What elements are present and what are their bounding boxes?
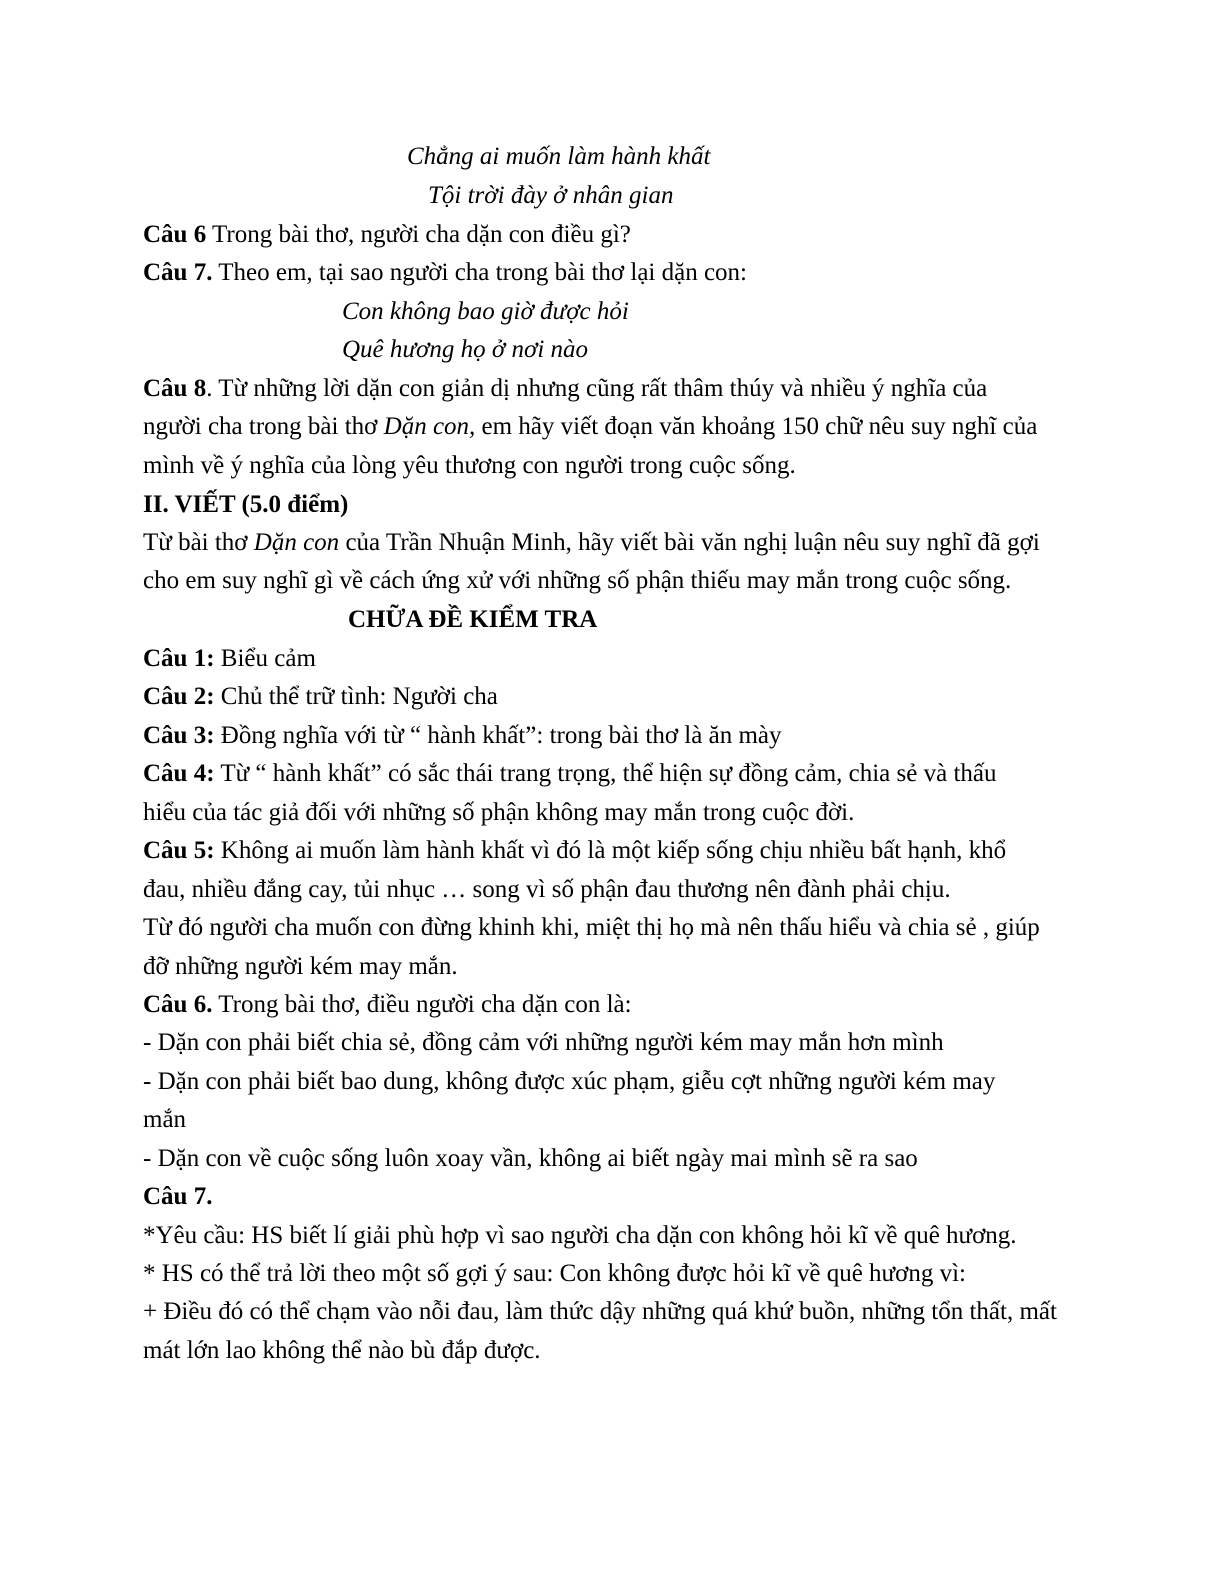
poem-line: Chẳng ai muốn làm hành khất <box>407 143 711 170</box>
question-label: Câu 7. <box>143 259 213 286</box>
answer-6 <box>143 986 632 1024</box>
question-text: em hãy viết đoạn văn khoảng 150 chữ nêu suy nghĩ của <box>475 413 1038 440</box>
poem-title: Dặn con <box>253 529 340 556</box>
answer-label: Câu 5: <box>143 837 215 864</box>
answer-label: Câu 1: <box>143 645 215 672</box>
answer-label: Câu 3: <box>143 722 215 749</box>
question-7 <box>143 254 747 292</box>
answer-text: Trong bài thơ, điều người cha dặn con là: <box>212 991 632 1018</box>
poem-line: Con không bao giờ được hỏi <box>342 298 629 325</box>
question-label: Câu 8 <box>143 375 207 402</box>
answer-5-line: đỡ những người kém may mắn. <box>143 953 458 980</box>
answer-text: Biểu cảm <box>214 645 316 672</box>
section-text-part: của Trần Nhuận Minh, hãy viết bài văn nghị luận nêu suy nghĩ đã gợi <box>339 529 1040 556</box>
answer-6-bullet: mắn <box>143 1106 187 1133</box>
answer-6-bullet: - Dặn con phải biết bao dung, không được xúc phạm, giễu cợt những người kém may <box>143 1068 996 1095</box>
question-text: người cha trong bài thơ <box>143 413 384 440</box>
answer-6-bullet: - Dặn con về cuộc sống luôn xoay vần, không ai biết ngày mai mình sẽ ra sao <box>143 1145 918 1172</box>
question-6 <box>143 216 631 254</box>
answer-4-line: hiểu của tác giả đối với những số phận không may mắn trong cuộc đời. <box>143 799 855 826</box>
question-text: Theo em, tại sao người cha trong bài thơ lại dặn con: <box>212 259 748 286</box>
answer-1 <box>143 640 316 678</box>
section-text <box>143 524 1040 562</box>
answer-7-line: *Yêu cầu: HS biết lí giải phù hợp vì sao người cha dặn con không hỏi kĩ về quê hương. <box>143 1222 1017 1249</box>
question-8-line: mình về ý nghĩa của lòng yêu thương con người trong cuộc sống. <box>143 452 796 479</box>
answer-3 <box>143 717 782 755</box>
answer-text: Đồng nghĩa với từ “ hành khất”: trong bài thơ là ăn mày <box>214 722 782 749</box>
answer-text: Từ “ hành khất” có sắc thái trang trọng, thể hiện sự đồng cảm, chia sẻ và thấu <box>214 760 997 787</box>
answer-text: Chủ thể trữ tình: Người cha <box>214 683 498 710</box>
question-label: Câu 6 <box>143 221 207 248</box>
question-8-line <box>143 370 987 408</box>
answer-7-label: Câu 7. <box>143 1183 213 1210</box>
poem-title: Dặn con, <box>383 413 476 440</box>
section-text-part: Từ bài thơ <box>143 529 254 556</box>
answer-7-line: mát lớn lao không thể nào bù đắp được. <box>143 1337 541 1364</box>
poem-line: Tội trời đày ở nhân gian <box>428 182 674 209</box>
answer-label: Câu 6. <box>143 991 213 1018</box>
answer-2 <box>143 678 498 716</box>
answer-label: Câu 4: <box>143 760 215 787</box>
question-text: . Từ những lời dặn con giản dị nhưng cũng rất thâm thúy và nhiều ý nghĩa của <box>206 375 988 402</box>
section-heading: II. VIẾT (5.0 điểm) <box>143 491 349 518</box>
answer-5-line: Từ đó người cha muốn con đừng khinh khi, miệt thị họ mà nên thấu hiểu và chia sẻ , giúp <box>143 914 1040 941</box>
section-text: cho em suy nghĩ gì về cách ứng xử với những số phận thiếu may mắn trong cuộc sống. <box>143 567 1012 594</box>
answer-text: Không ai muốn làm hành khất vì đó là một kiếp sống chịu nhiều bất hạnh, khổ <box>214 837 1007 864</box>
question-8-line <box>143 408 1037 446</box>
answer-label: Câu 2: <box>143 683 215 710</box>
answer-6-bullet: - Dặn con phải biết chia sẻ, đồng cảm với những người kém may mắn hơn mình <box>143 1029 944 1056</box>
answer-7-line: * HS có thể trả lời theo một số gợi ý sau: Con không được hỏi kĩ về quê hương vì: <box>143 1260 966 1287</box>
answers-heading: CHỮA ĐỀ KIỂM TRA <box>348 606 598 633</box>
answer-5 <box>143 832 1006 870</box>
poem-line: Quê hương họ ở nơi nào <box>342 336 589 363</box>
answer-5-line: đau, nhiều đắng cay, tủi nhục … song vì số phận đau thương nên đành phải chịu. <box>143 876 951 903</box>
answer-4 <box>143 755 997 793</box>
answer-7-line: + Điều đó có thể chạm vào nỗi đau, làm thức dậy những quá khứ buồn, những tổn thất, mất <box>143 1298 1057 1325</box>
question-text: Trong bài thơ, người cha dặn con điều gì? <box>206 221 631 248</box>
